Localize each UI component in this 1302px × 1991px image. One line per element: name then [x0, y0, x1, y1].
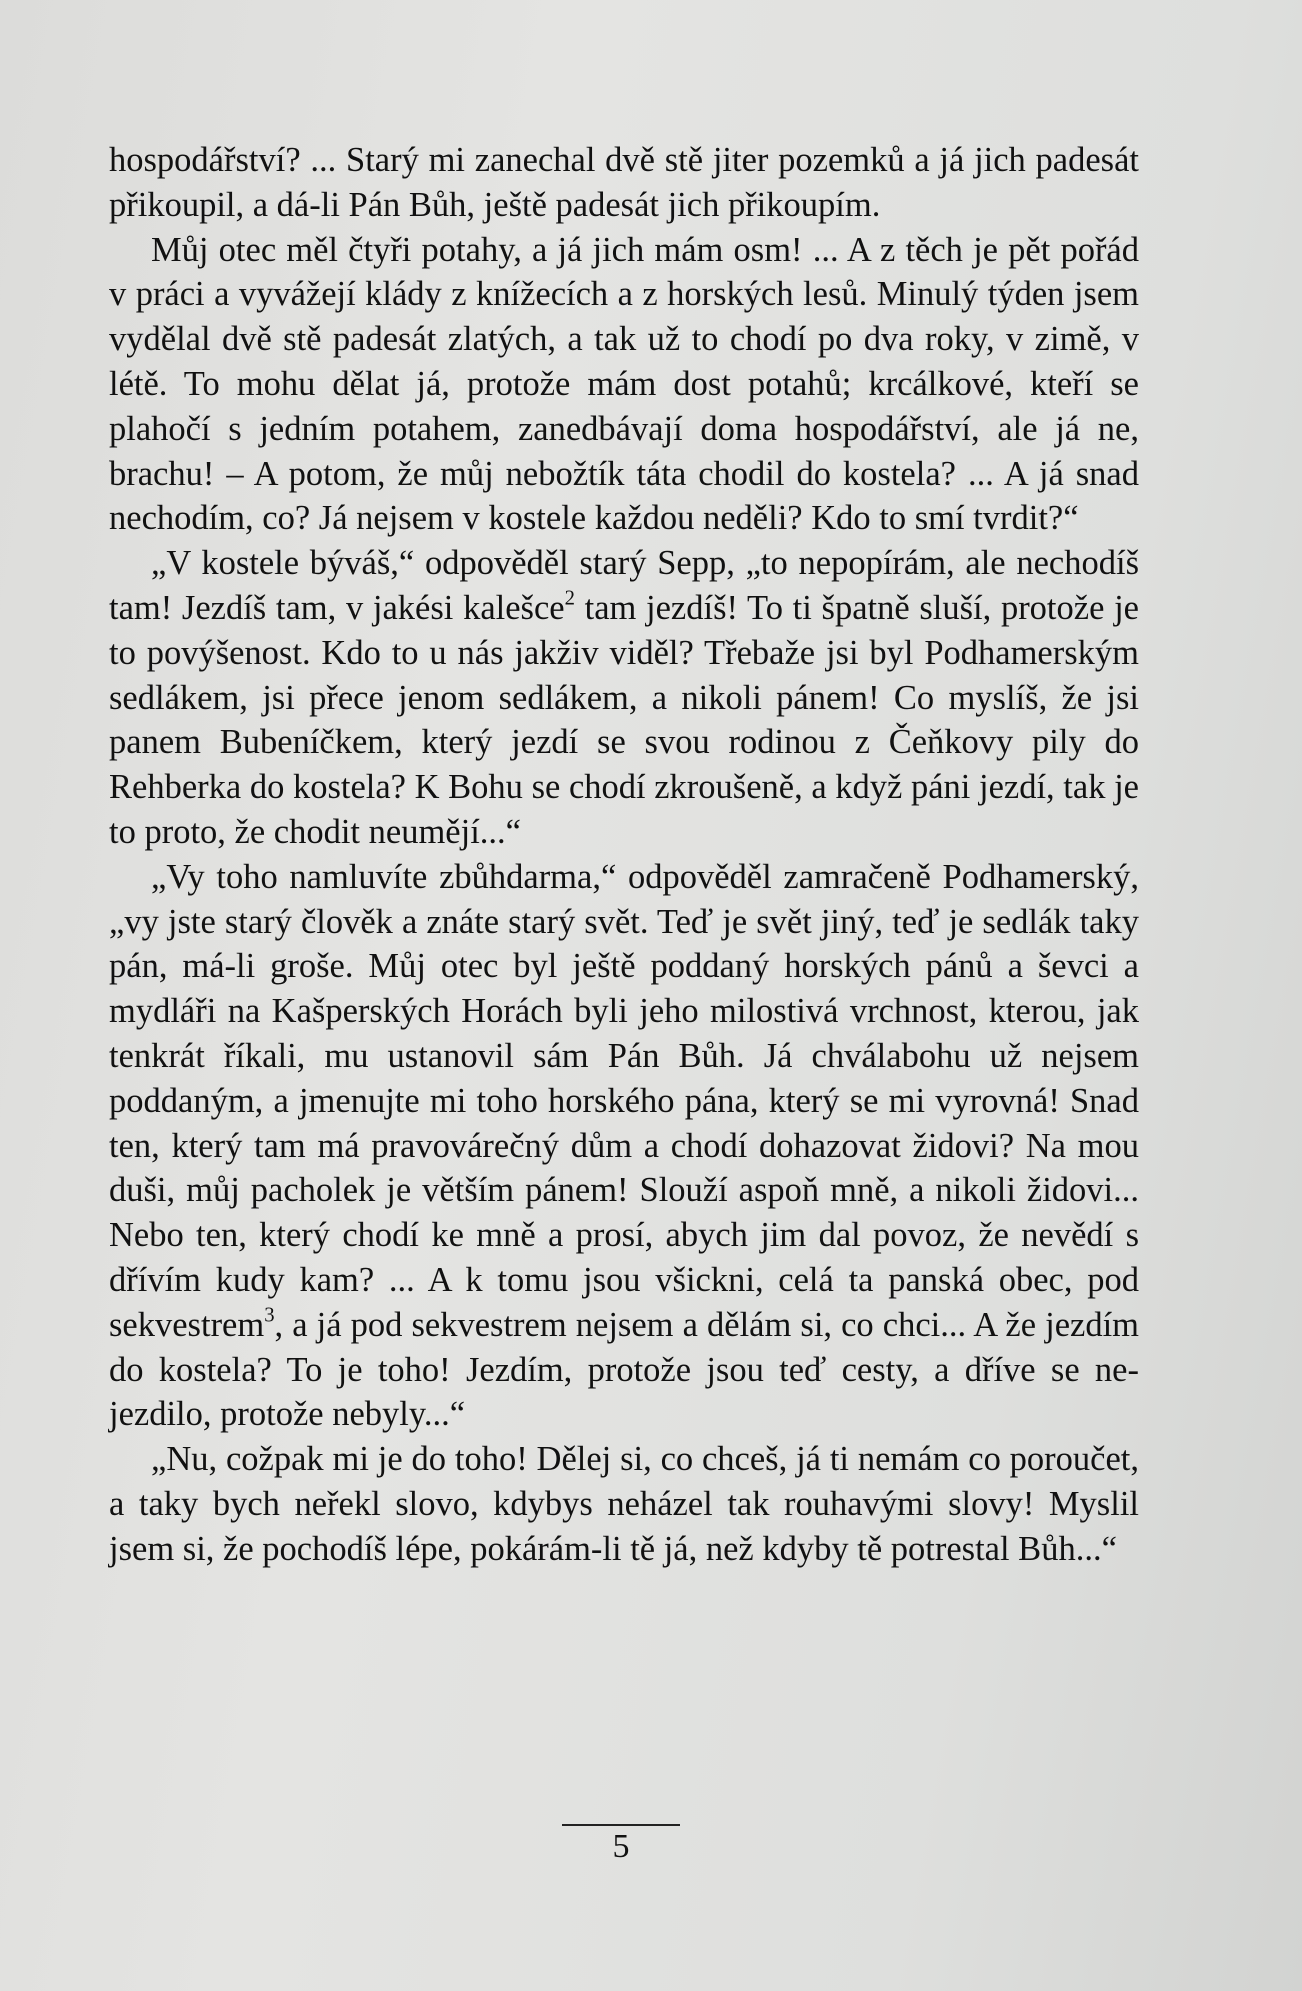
- body-text: [109, 138, 1139, 1572]
- footnote-marker: 2: [564, 587, 575, 610]
- paragraph-text: Můj otec měl čtyři potahy, a já jich mám osm! ... A z těch je pět pořád v práci a vyvážejí klády z knížecích a z horských lesů. Minulý týden jsem vydělal dvě stě padesát zlatých, a tak už to chodí po dva roky, v zimě, v létě. To mohu dělat já, protože mám dost potahů; krcálkové, kteří se plahočí s jedním potahem, zanedbávají doma hospodářství, ale já ne, brachu! – A potom, že můj nebožtík táta chodil do kostela? ... A já snad nechodím, co? Já nejsem v kostele každou neděli? Kdo to smí tvrdit?“: [109, 230, 1139, 538]
- paragraph-text: hospodářství? ... Starý mi zanechal dvě stě jiter pozemků a já jich padesát přikoupil, a dá-li Pán Bůh, ještě padesát jich přikoupím.: [109, 141, 1139, 224]
- footnote-marker: 3: [264, 1304, 275, 1327]
- paragraph: [109, 138, 1139, 228]
- paragraph-text: , a já pod sekvestrem nejsem a dělám si, co chci... A že jezdím do kostela? To je toho! Jezdím, protože jsou teď cesty, a dříve se nejezdilo, protože nebyly...“: [109, 1305, 1139, 1434]
- paragraph-text: „Nu, cožpak mi je do toho! Dělej si, co chceš, já ti nemám co poroučet, a taky bych neřekl slovo, kdybys neházel tak rouhavými slovy! Myslil jsem si, že pochodíš lépe, pokárám-li tě já, než kdyby tě potrestal Bůh...“: [109, 1440, 1139, 1568]
- paragraph-text: tam jezdíš! To ti špatně sluší, protože je to povýšenost. Kdo to u nás jakživ viděl? Třebaže jsi byl Podhamerským sedlákem, jsi přece jenom sedlákem, a nikoli pánem! Co myslíš, že jsi panem Bubeníčkem, který jezdí se svou rodinou z Čeňkovy pily do Rehberka do kostela? K Bohu se chodí zkroušeně, a když páni jezdí, tak je to proto, že chodit neumějí...“: [109, 588, 1139, 851]
- paragraph-text: „Vy toho namluvíte zbůhdarma,“ odpověděl zamračeně Podhamerský, „vy jste starý člověk a znáte starý svět. Teď je svět jiný, teď je sedlák taky pán, má-li groše. Můj otec byl ještě poddaný horských pánů a ševci a mydláři na Kašperských Horách byli jeho milostivá vrchnost, kterou, jak tenkrát říkali, mu ustanovil sám Pán Bůh. Já chválabohu už nejsem poddaným, a jmenujte mi toho horského pána, který se mi vyrovná! Snad ten, který tam má pravovárečný dům a chodí dohazovat židovi? Na mou duši, můj pacholek je větším pánem! Slouží aspoň mně, a nikoli židovi... Nebo ten, který chodí ke mně a prosí, abych jim dal povoz, že nevědí s dřívím kudy kam? ... A k tomu jsou všickni, celá ta panská obec, pod sekvestrem: [109, 857, 1139, 1344]
- paragraph: [109, 541, 1139, 855]
- footer-rule: [562, 1824, 680, 1826]
- paragraph: [109, 1437, 1139, 1571]
- page-number: 5: [612, 1828, 630, 1865]
- paragraph: [109, 228, 1139, 542]
- paragraph-text: „V kostele býváš,“ odpověděl starý Sepp, „to nepopírám, ale nechodíš tam! Jezdíš tam, v jakési kalešce: [109, 544, 1139, 627]
- paragraph: [109, 855, 1139, 1437]
